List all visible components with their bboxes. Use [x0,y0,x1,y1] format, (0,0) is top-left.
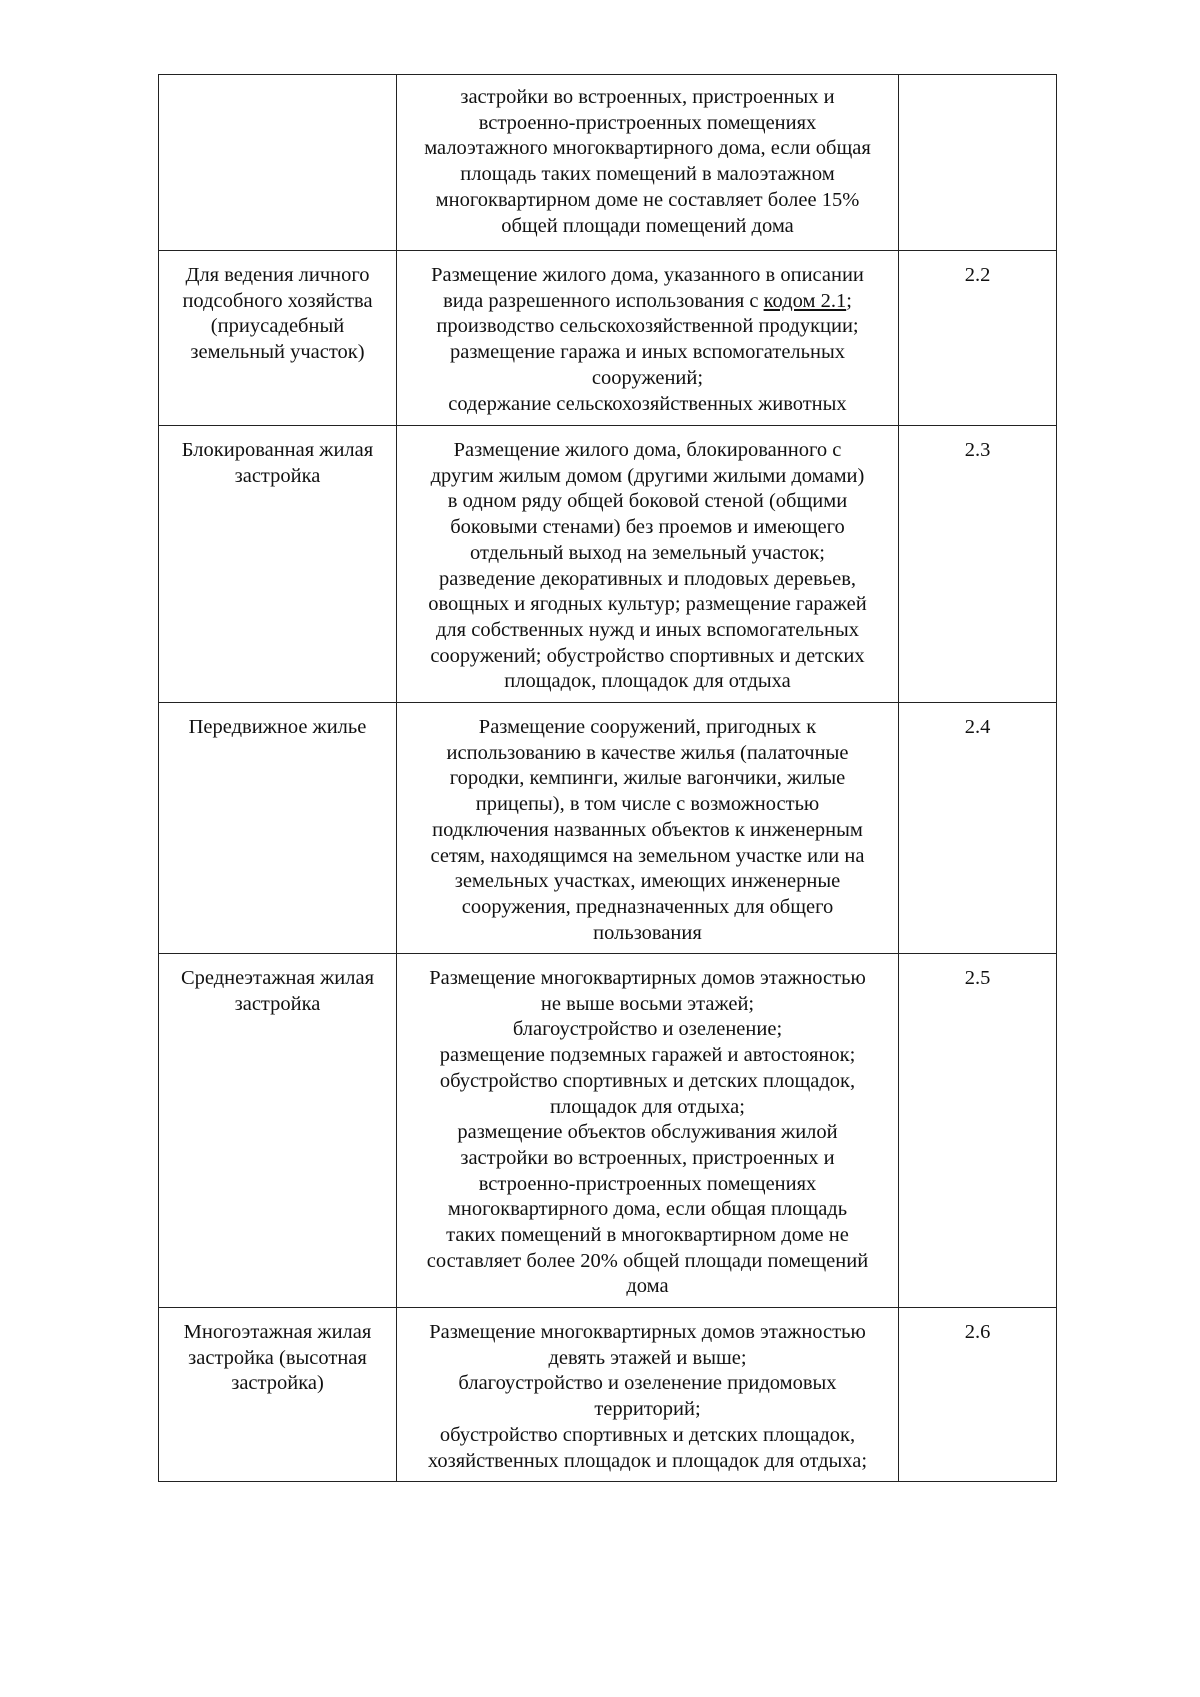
description-line: размещение подземных гаражей и автостоянок; [439,1044,856,1067]
description-line: встроенно-пристроенных помещениях [478,1172,817,1195]
description-line: производство сельскохозяйственной продукции; [436,315,859,338]
row-description-cell [397,426,899,703]
description-line: площадок для отдыха; [550,1095,745,1118]
row-code-cell: 2.3 [899,426,1057,703]
name-line: Среднеэтажная жилая [180,967,375,989]
description-line: площадок, площадок для отдыха [504,670,791,693]
row-code-cell: 2.4 [899,703,1057,954]
description-line: благоустройство и озеленение придомовых [458,1372,837,1395]
description-line: встроенно-пристроенных помещениях [478,111,817,134]
name-line: застройка (высотная [188,1346,367,1369]
description-line: использованию в качестве жилья (палаточные [446,741,849,764]
description-line: застройки во встроенных, пристроенных и [460,86,835,108]
table-row [159,251,1057,426]
description-line: подключения названных объектов к инженерным [432,818,863,841]
description-line: хозяйственных площадок и площадок для отдыха; [427,1449,868,1472]
row-description-cell [397,75,899,251]
row-code-cell: 2.2 [899,251,1057,426]
table-row [159,75,1057,251]
description-line: для собственных нужд и иных вспомогательных [436,618,859,641]
description-line: малоэтажного многоквартирного дома, если общая [424,137,871,160]
table-row [159,426,1057,703]
description-line: многоквартирного дома, если общая площадь [447,1198,848,1221]
description-text: ; [846,289,852,312]
description-line: другим жилым домом (другими жилыми домами) [430,464,865,487]
description-line: овощных и ягодных культур; размещение гаражей [428,593,867,616]
description-line: городки, кемпинги, жилые вагончики, жилые [449,767,846,790]
description-line: таких помещений в многоквартирном доме не [446,1224,849,1247]
description-line: составляет более 20% общей площади помещений [426,1249,869,1272]
description-line: обустройство спортивных и детских площадок, [439,1423,856,1446]
description-text: вида разрешенного использования с [443,289,764,312]
description-line: сетям, находящимся на земельном участке или на [430,844,865,867]
row-name-cell [159,1308,397,1482]
description-line: Размещение многоквартирных домов этажностью [429,1321,866,1343]
row-name-cell [159,703,397,954]
name-line: подсобного хозяйства [182,289,373,312]
description-line: обустройство спортивных и детских площадок, [439,1069,856,1092]
table-row [159,703,1057,954]
description-line: Размещение жилого дома, указанного в описании [431,264,864,286]
name-line: (приусадебный [210,315,345,338]
row-code-cell [899,75,1057,251]
name-line: застройка) [231,1372,324,1395]
description-line: прицепы), в том числе с возможностью [475,793,820,816]
name-line: Для ведения личного [185,264,370,286]
description-line: размещение гаража и иных вспомогательных [449,341,846,364]
description-line: размещение объектов обслуживания жилой [457,1121,838,1144]
description-line: дома [626,1275,669,1298]
description-line: площадь таких помещений в малоэтажном [460,163,835,186]
row-name-cell [159,251,397,426]
description-line: боковыми стенами) без проемов и имеющего [450,516,845,539]
table-row [159,1308,1057,1482]
row-description-cell [397,954,899,1308]
description-line: сооружения, предназначенных для общего [461,895,834,918]
description-line: общей площади помещений дома [501,214,794,237]
description-line [403,289,892,315]
description-line: благоустройство и озеленение; [512,1018,783,1041]
row-description-cell [397,703,899,954]
description-line: девять этажей и выше; [548,1346,747,1369]
row-description-cell [397,1308,899,1482]
row-code-cell: 2.5 [899,954,1057,1308]
row-name-cell [159,954,397,1308]
name-line: Многоэтажная жилая [183,1321,372,1343]
description-line: не выше восьми этажей; [540,992,755,1015]
description-line: в одном ряду общей боковой стеной (общими [447,490,848,513]
row-name-cell [159,75,397,251]
name-line: Блокированная жилая [181,439,374,461]
description-line: разведение декоративных и плодовых деревьев, [438,567,857,590]
row-description-cell [397,251,899,426]
row-code-cell: 2.6 [899,1308,1057,1482]
description-line: Размещение сооружений, пригодных к [478,716,817,738]
description-line: территорий; [594,1398,701,1421]
description-line: Размещение многоквартирных домов этажностью [429,967,866,989]
name-line: земельный участок) [190,341,365,364]
description-line: отдельный выход на земельный участок; [470,541,825,564]
table-row [159,954,1057,1308]
land-use-table [158,74,1057,1482]
description-line: содержание сельскохозяйственных животных [448,392,847,415]
row-name-cell [159,426,397,703]
description-line: Размещение жилого дома, блокированного с [453,439,842,461]
description-line: застройки во встроенных, пристроенных и [460,1146,835,1169]
name-line: застройка [234,992,321,1015]
description-line: многоквартирном доме не составляет более 15% [435,188,860,211]
description-line: земельных участках, имеющих инженерные [454,870,841,893]
description-line: сооружений; обустройство спортивных и детских [430,644,865,667]
name-line: застройка [234,464,321,487]
description-line: пользования [593,921,702,944]
name-line: Передвижное жилье [188,716,367,738]
code-2-1-link[interactable]: кодом 2.1 [763,289,847,312]
description-line: сооружений; [591,366,704,389]
